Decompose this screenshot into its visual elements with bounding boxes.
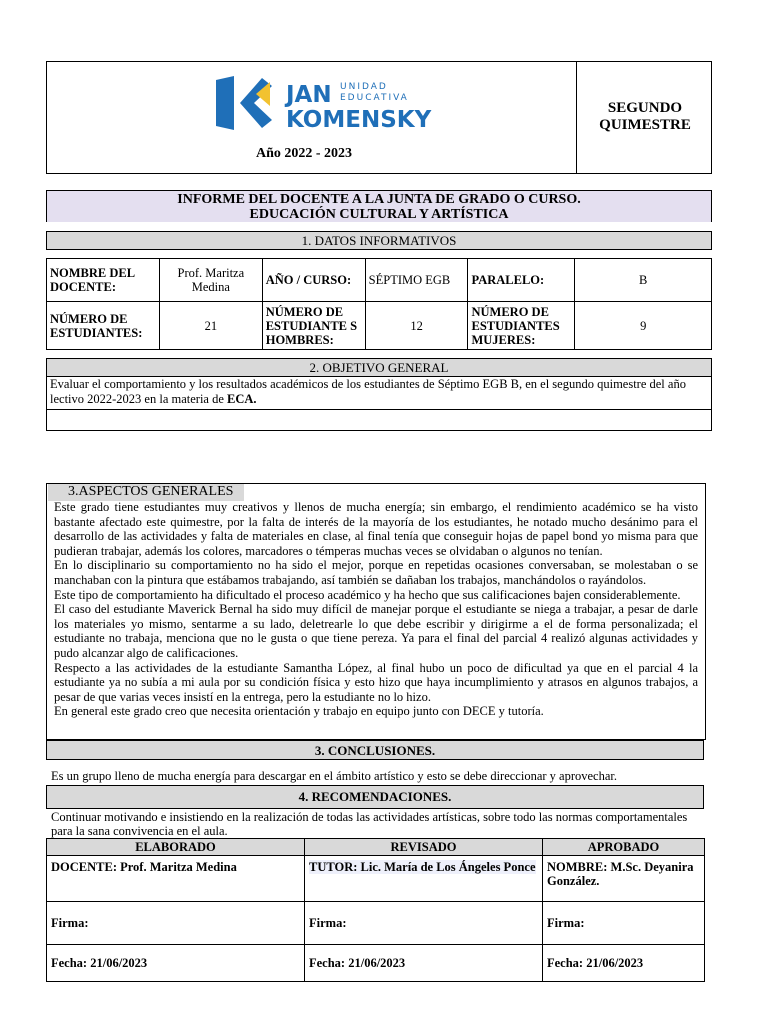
logo-word-jan: JAN [286, 82, 332, 108]
male-value: 12 [365, 302, 468, 350]
recommendations-heading: 4. RECOMENDACIONES. [46, 785, 704, 809]
teacher-label: NOMBRE DEL DOCENTE: [47, 259, 160, 302]
tutor-signer-name: TUTOR: Lic. María de Los Ángeles Ponce [309, 860, 536, 874]
teacher-value: Prof. Maritza Medina [159, 259, 262, 302]
male-label: NÚMERO DE ESTUDIANTE S HOMBRES: [262, 302, 365, 350]
objective-subject: ECA. [227, 392, 257, 406]
objective-separator [46, 409, 712, 410]
header-divider [576, 61, 577, 174]
section1-heading: 1. DATOS INFORMATIVOS [46, 231, 712, 250]
period-label [578, 100, 712, 134]
report-title [46, 190, 712, 222]
signature-field: Firma: [543, 902, 705, 945]
general-aspects-text [54, 500, 698, 719]
female-label: NÚMERO DE ESTUDIANTES MUJERES: [468, 302, 575, 350]
signature-table [46, 838, 705, 982]
objective-body: Evaluar el comportamiento y los resultados académicos de los estudiantes de Séptimo EGB B, en el segundo quimestre del año lectivo 2022-2023 en la materia de [50, 377, 686, 406]
signature-field: Firma: [305, 902, 543, 945]
aspects-paragraph: Respecto a las actividades de la estudiante Samantha López, al final hubo un poco de dificultad ya que en el parcial 4 la estudiante ya no subía a mi aula por su condición física y esto hizo que haya incumplimiento y atrasos en algunos trabajos, a pesar de que varias veces insistí en la entrega, pero la estudiante no lo hizo. [54, 660, 698, 704]
female-value: 9 [575, 302, 712, 350]
title-line-1: INFORME DEL DOCENTE A LA JUNTA DE GRADO O CURSO. [177, 192, 581, 207]
info-table [46, 258, 712, 350]
aspects-paragraph: El caso del estudiante Maverick Bernal ha sido muy difícil de manejar porque el estudiante se niega a trabajar, a pesar de darle los materiales yo mismo, sentarme a su lado, deletrearle lo que debe escribir y dirigirme a el de forma personalizada; el estudiante no trabaja, menciona que no le gusta o que tiene pereza. Ya para el final del parcial 4 realizó algunas actividades y pudo alcanzar algo de calificaciones. [54, 602, 698, 660]
aspects-paragraph: Este grado tiene estudiantes muy creativos y llenos de mucha energía; sin embargo, el rendimiento académico se ha visto bastante afectado este quimestre, por la falta de interés de la mayoría de los estudiantes, he notado mucho desánimo para el desarrollo de las actividades y falta de materiales en clase, al final tenía que conseguir hojas de papel bond yo misma para que pudieran trabajar, además los colores, marcadores o témperas muchas veces se olvidaban o algunos no tenían. [54, 500, 698, 558]
aspects-paragraph: En general este grado creo que necesita orientación y trabajo en equipo junto con DECE y tutoría. [54, 704, 544, 719]
year-label: AÑO / CURSO: [262, 259, 365, 302]
elaborated-header: ELABORADO [47, 839, 305, 856]
parallel-value: B [575, 259, 712, 302]
date-field: Fecha: 21/06/2023 [47, 945, 305, 982]
aspects-paragraph: Este tipo de comportamiento ha dificultado el proceso académico y ha hecho que sus calificaciones bajen considerablemente. [54, 587, 681, 602]
logo-word-komensky: KOMENSKY [286, 107, 432, 133]
year-value: SÉPTIMO EGB [365, 259, 468, 302]
objective-text [50, 377, 710, 407]
logo-mark-icon [216, 76, 272, 130]
approver-signer: NOMBRE: M.Sc. Deyanira González. [543, 856, 705, 902]
conclusions-heading: 3. CONCLUSIONES. [46, 740, 704, 760]
tutor-signer [305, 856, 543, 902]
title-line-2: EDUCACIÓN CULTURAL Y ARTÍSTICA [249, 207, 509, 222]
teacher-signer: DOCENTE: Prof. Maritza Medina [47, 856, 305, 902]
logo-small-2: EDUCATIVA [340, 93, 409, 103]
date-field: Fecha: 21/06/2023 [543, 945, 705, 982]
period-line-2: QUIMESTRE [599, 117, 691, 133]
students-label: NÚMERO DE ESTUDIANTES: [47, 302, 160, 350]
approved-header: APROBADO [543, 839, 705, 856]
students-value: 21 [159, 302, 262, 350]
school-year: Año 2022 - 2023 [256, 146, 353, 161]
logo-small-1: UNIDAD [340, 82, 388, 92]
conclusions-text: Es un grupo lleno de mucha energía para descargar en el ámbito artístico y esto se debe direccionar y aprovechar. [51, 769, 617, 783]
section3-heading: 3.ASPECTOS GENERALES [48, 484, 244, 501]
reviewed-header: REVISADO [305, 839, 543, 856]
parallel-label: PARALELO: [468, 259, 575, 302]
date-field: Fecha: 21/06/2023 [305, 945, 543, 982]
period-line-1: SEGUNDO [607, 100, 683, 116]
section2-heading: 2. OBJETIVO GENERAL [47, 359, 711, 377]
recommendations-text: Continuar motivando e insistiendo en la realización de todas las actividades artísticas, sobre todo las normas comportamentales para la sana convivencia en el aula. [51, 810, 688, 838]
signature-field: Firma: [47, 902, 305, 945]
aspects-paragraph: En lo disciplinario su comportamiento no ha sido el mejor, porque en repetidas ocasiones conversaban, se molestaban o se manchaban con la pintura que estábamos trabajando, así también se dañaban los trabajos, manchándolos o rayándolos. [54, 558, 698, 587]
school-logo [212, 72, 432, 134]
